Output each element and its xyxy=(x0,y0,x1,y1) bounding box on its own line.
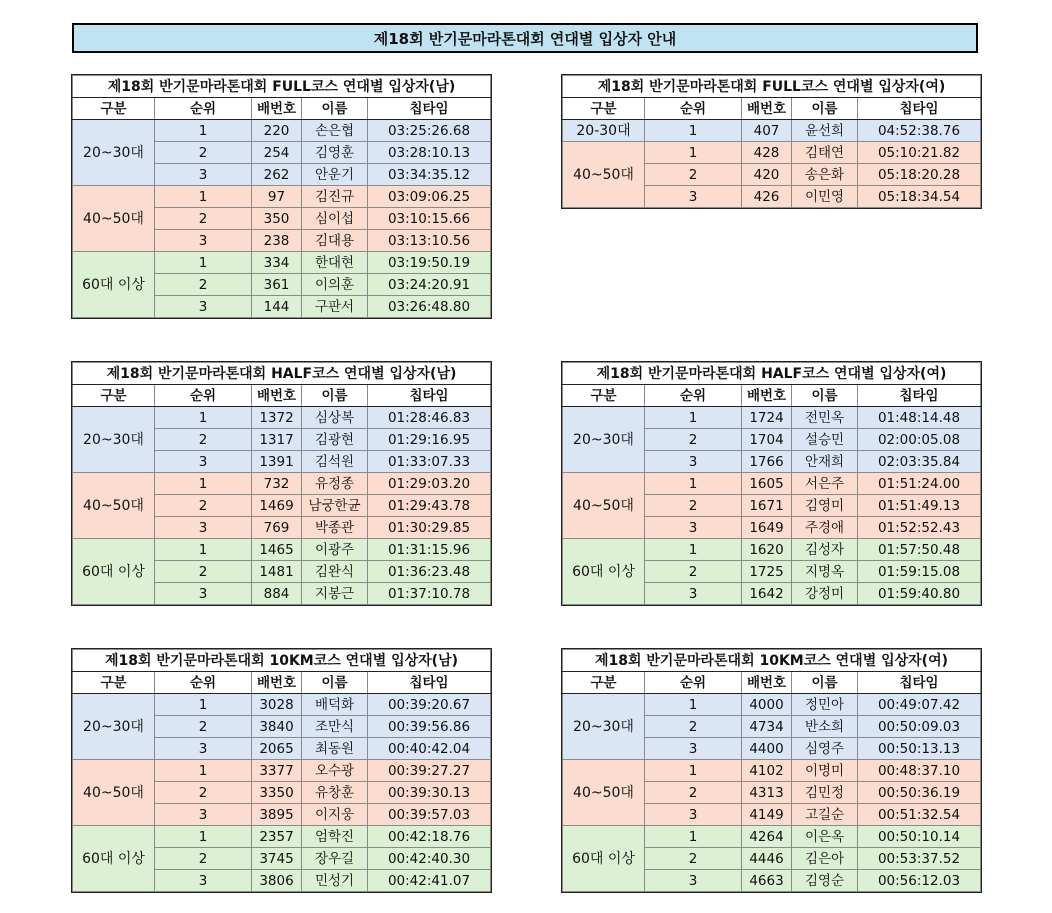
name-cell: 반소희 xyxy=(792,716,858,738)
chiptime-cell: 00:48:37.10 xyxy=(858,760,981,782)
bib-cell: 1725 xyxy=(742,561,792,583)
name-cell: 오수광 xyxy=(302,760,368,782)
header-name: 이름 xyxy=(302,98,368,120)
name-cell: 조만식 xyxy=(302,716,368,738)
bib-cell: 254 xyxy=(252,142,302,164)
table-caption: 제18회 반기문마라톤대회 HALF코스 연대별 입상자(남) xyxy=(73,363,491,385)
name-cell: 유창훈 xyxy=(302,782,368,804)
bib-cell: 3806 xyxy=(252,870,302,892)
name-cell: 김대용 xyxy=(302,230,368,252)
name-cell: 김성자 xyxy=(792,539,858,561)
rank-cell: 2 xyxy=(155,782,252,804)
name-cell: 유정종 xyxy=(302,473,368,495)
age-group-label: 40~50대 xyxy=(563,760,645,826)
bib-cell: 4734 xyxy=(742,716,792,738)
chiptime-cell: 01:30:29.85 xyxy=(368,517,491,539)
table-row xyxy=(73,539,491,561)
table-caption: 제18회 반기문마라톤대회 FULL코스 연대별 입상자(남) xyxy=(73,76,491,98)
chiptime-cell: 00:39:27.27 xyxy=(368,760,491,782)
bib-cell: 1465 xyxy=(252,539,302,561)
chiptime-cell: 01:59:40.80 xyxy=(858,583,981,605)
bib-cell: 1317 xyxy=(252,429,302,451)
rank-cell: 2 xyxy=(155,208,252,230)
name-cell: 서은주 xyxy=(792,473,858,495)
bib-cell: 97 xyxy=(252,186,302,208)
table-row xyxy=(563,473,981,495)
rank-cell: 1 xyxy=(155,826,252,848)
table-row xyxy=(563,694,981,716)
name-cell: 강정미 xyxy=(792,583,858,605)
rank-cell: 3 xyxy=(645,517,742,539)
header-bib: 배번호 xyxy=(252,672,302,694)
name-cell: 정민아 xyxy=(792,694,858,716)
bib-cell: 1671 xyxy=(742,495,792,517)
rank-cell: 2 xyxy=(645,716,742,738)
10km-men-table xyxy=(72,649,491,892)
chiptime-cell: 00:49:07.42 xyxy=(858,694,981,716)
name-cell: 설승민 xyxy=(792,429,858,451)
chiptime-cell: 00:39:57.03 xyxy=(368,804,491,826)
chiptime-cell: 00:50:10.14 xyxy=(858,826,981,848)
bib-cell: 262 xyxy=(252,164,302,186)
bib-cell: 4663 xyxy=(742,870,792,892)
rank-cell: 2 xyxy=(155,561,252,583)
rank-cell: 3 xyxy=(155,230,252,252)
chiptime-cell: 03:34:35.12 xyxy=(368,164,491,186)
chiptime-cell: 01:51:49.13 xyxy=(858,495,981,517)
chiptime-cell: 01:57:50.48 xyxy=(858,539,981,561)
bib-cell: 769 xyxy=(252,517,302,539)
name-cell: 배덕화 xyxy=(302,694,368,716)
chiptime-cell: 00:39:56.86 xyxy=(368,716,491,738)
bib-cell: 1469 xyxy=(252,495,302,517)
table-row xyxy=(73,407,491,429)
table-row xyxy=(73,760,491,782)
bib-cell: 420 xyxy=(742,164,792,186)
rank-cell: 2 xyxy=(645,495,742,517)
header-rank: 순위 xyxy=(645,98,742,120)
chiptime-cell: 00:42:41.07 xyxy=(368,870,491,892)
age-group-label: 60대 이상 xyxy=(563,539,645,605)
bib-cell: 1649 xyxy=(742,517,792,539)
name-cell: 윤선희 xyxy=(792,120,858,142)
rank-cell: 2 xyxy=(155,848,252,870)
name-cell: 김은아 xyxy=(792,848,858,870)
chiptime-cell: 01:52:52.43 xyxy=(858,517,981,539)
bib-cell: 428 xyxy=(742,142,792,164)
bib-cell: 1605 xyxy=(742,473,792,495)
name-cell: 이지웅 xyxy=(302,804,368,826)
table-row xyxy=(73,186,491,208)
age-group-label: 20-30대 xyxy=(563,120,645,142)
age-group-label: 40~50대 xyxy=(73,186,155,252)
name-cell: 김진규 xyxy=(302,186,368,208)
rank-cell: 1 xyxy=(155,539,252,561)
rank-cell: 2 xyxy=(645,848,742,870)
rank-cell: 2 xyxy=(645,782,742,804)
chiptime-cell: 04:52:38.76 xyxy=(858,120,981,142)
rank-cell: 3 xyxy=(155,870,252,892)
page-title: 제18회 반기문마라톤대회 연대별 입상자 안내 xyxy=(72,23,978,53)
bib-cell: 1704 xyxy=(742,429,792,451)
name-cell: 심상복 xyxy=(302,407,368,429)
bib-cell: 1724 xyxy=(742,407,792,429)
rank-cell: 3 xyxy=(155,738,252,760)
bib-cell: 3350 xyxy=(252,782,302,804)
bib-cell: 1620 xyxy=(742,539,792,561)
name-cell: 김완식 xyxy=(302,561,368,583)
chiptime-cell: 01:29:43.78 xyxy=(368,495,491,517)
chiptime-cell: 03:25:26.68 xyxy=(368,120,491,142)
bib-cell: 4149 xyxy=(742,804,792,826)
chiptime-cell: 01:33:07.33 xyxy=(368,451,491,473)
rank-cell: 3 xyxy=(155,517,252,539)
bib-cell: 732 xyxy=(252,473,302,495)
chiptime-cell: 02:03:35.84 xyxy=(858,451,981,473)
half-men-table xyxy=(72,362,491,605)
rank-cell: 1 xyxy=(155,760,252,782)
name-cell: 안재희 xyxy=(792,451,858,473)
header-rank: 순위 xyxy=(645,385,742,407)
bib-cell: 884 xyxy=(252,583,302,605)
bib-cell: 3028 xyxy=(252,694,302,716)
table-row xyxy=(563,407,981,429)
rank-cell: 3 xyxy=(645,583,742,605)
bib-cell: 1391 xyxy=(252,451,302,473)
table-caption: 제18회 반기문마라톤대회 10KM코스 연대별 입상자(여) xyxy=(563,650,981,672)
rank-cell: 1 xyxy=(645,142,742,164)
chiptime-cell: 00:40:42.04 xyxy=(368,738,491,760)
chiptime-cell: 00:50:09.03 xyxy=(858,716,981,738)
name-cell: 지봉근 xyxy=(302,583,368,605)
chiptime-cell: 01:28:46.83 xyxy=(368,407,491,429)
name-cell: 박종관 xyxy=(302,517,368,539)
age-group-label: 60대 이상 xyxy=(73,826,155,892)
bib-cell: 4264 xyxy=(742,826,792,848)
header-group: 구분 xyxy=(563,672,645,694)
name-cell: 김태연 xyxy=(792,142,858,164)
name-cell: 남궁한균 xyxy=(302,495,368,517)
header-bib: 배번호 xyxy=(252,98,302,120)
name-cell: 심이섭 xyxy=(302,208,368,230)
table-row xyxy=(73,826,491,848)
age-group-label: 60대 이상 xyxy=(73,539,155,605)
header-chiptime: 칩타임 xyxy=(858,98,981,120)
chiptime-cell: 01:37:10.78 xyxy=(368,583,491,605)
rank-cell: 1 xyxy=(645,539,742,561)
table-row xyxy=(73,473,491,495)
chiptime-cell: 00:42:18.76 xyxy=(368,826,491,848)
table-row xyxy=(73,694,491,716)
name-cell: 장우길 xyxy=(302,848,368,870)
header-group: 구분 xyxy=(73,385,155,407)
name-cell: 안운기 xyxy=(302,164,368,186)
age-group-label: 20~30대 xyxy=(73,407,155,473)
bib-cell: 361 xyxy=(252,274,302,296)
rank-cell: 2 xyxy=(155,274,252,296)
name-cell: 한대현 xyxy=(302,252,368,274)
rank-cell: 2 xyxy=(155,495,252,517)
chiptime-cell: 01:36:23.48 xyxy=(368,561,491,583)
table-row xyxy=(563,760,981,782)
header-rank: 순위 xyxy=(155,385,252,407)
rank-cell: 1 xyxy=(645,694,742,716)
bib-cell: 4446 xyxy=(742,848,792,870)
header-group: 구분 xyxy=(73,98,155,120)
bib-cell: 426 xyxy=(742,186,792,208)
table-row xyxy=(73,120,491,142)
rank-cell: 3 xyxy=(645,804,742,826)
table-row xyxy=(73,252,491,274)
chiptime-cell: 01:48:14.48 xyxy=(858,407,981,429)
table-row xyxy=(563,826,981,848)
bib-cell: 2357 xyxy=(252,826,302,848)
name-cell: 엄학진 xyxy=(302,826,368,848)
rank-cell: 2 xyxy=(645,164,742,186)
age-group-label: 40~50대 xyxy=(563,142,645,208)
chiptime-cell: 00:39:30.13 xyxy=(368,782,491,804)
full-men-table xyxy=(72,75,491,318)
bib-cell: 350 xyxy=(252,208,302,230)
rank-cell: 1 xyxy=(645,826,742,848)
name-cell: 손은협 xyxy=(302,120,368,142)
chiptime-cell: 00:53:37.52 xyxy=(858,848,981,870)
header-name: 이름 xyxy=(792,98,858,120)
age-group-label: 20~30대 xyxy=(73,120,155,186)
name-cell: 심영주 xyxy=(792,738,858,760)
bib-cell: 4400 xyxy=(742,738,792,760)
rank-cell: 1 xyxy=(155,120,252,142)
bib-cell: 407 xyxy=(742,120,792,142)
chiptime-cell: 01:29:03.20 xyxy=(368,473,491,495)
chiptime-cell: 00:51:32.54 xyxy=(858,804,981,826)
chiptime-cell: 01:59:15.08 xyxy=(858,561,981,583)
age-group-label: 40~50대 xyxy=(563,473,645,539)
chiptime-cell: 03:24:20.91 xyxy=(368,274,491,296)
bib-cell: 4313 xyxy=(742,782,792,804)
chiptime-cell: 03:10:15.66 xyxy=(368,208,491,230)
rank-cell: 3 xyxy=(645,738,742,760)
header-rank: 순위 xyxy=(155,672,252,694)
chiptime-cell: 00:50:36.19 xyxy=(858,782,981,804)
rank-cell: 3 xyxy=(155,804,252,826)
rank-cell: 1 xyxy=(155,252,252,274)
header-name: 이름 xyxy=(792,672,858,694)
rank-cell: 2 xyxy=(155,142,252,164)
name-cell: 김석원 xyxy=(302,451,368,473)
header-name: 이름 xyxy=(792,385,858,407)
header-chiptime: 칩타임 xyxy=(368,672,491,694)
rank-cell: 1 xyxy=(155,186,252,208)
name-cell: 김민정 xyxy=(792,782,858,804)
chiptime-cell: 03:28:10.13 xyxy=(368,142,491,164)
chiptime-cell: 03:26:48.80 xyxy=(368,296,491,318)
bib-cell: 4102 xyxy=(742,760,792,782)
name-cell: 송은화 xyxy=(792,164,858,186)
rank-cell: 2 xyxy=(645,429,742,451)
bib-cell: 3895 xyxy=(252,804,302,826)
name-cell: 이명미 xyxy=(792,760,858,782)
table-row xyxy=(563,539,981,561)
header-name: 이름 xyxy=(302,672,368,694)
age-group-label: 20~30대 xyxy=(563,407,645,473)
age-group-label: 60대 이상 xyxy=(73,252,155,318)
name-cell: 이은옥 xyxy=(792,826,858,848)
chiptime-cell: 01:29:16.95 xyxy=(368,429,491,451)
chiptime-cell: 00:39:20.67 xyxy=(368,694,491,716)
header-rank: 순위 xyxy=(155,98,252,120)
header-chiptime: 칩타임 xyxy=(368,385,491,407)
header-group: 구분 xyxy=(563,385,645,407)
header-chiptime: 칩타임 xyxy=(858,672,981,694)
age-group-label: 60대 이상 xyxy=(563,826,645,892)
rank-cell: 1 xyxy=(155,694,252,716)
chiptime-cell: 00:50:13.13 xyxy=(858,738,981,760)
bib-cell: 1642 xyxy=(742,583,792,605)
rank-cell: 1 xyxy=(155,407,252,429)
rank-cell: 3 xyxy=(155,164,252,186)
name-cell: 주경애 xyxy=(792,517,858,539)
name-cell: 전민옥 xyxy=(792,407,858,429)
chiptime-cell: 01:31:15.96 xyxy=(368,539,491,561)
rank-cell: 1 xyxy=(645,760,742,782)
full-women-table xyxy=(562,75,981,208)
header-group: 구분 xyxy=(73,672,155,694)
header-name: 이름 xyxy=(302,385,368,407)
table-row xyxy=(563,142,981,164)
name-cell: 지명옥 xyxy=(792,561,858,583)
chiptime-cell: 03:09:06.25 xyxy=(368,186,491,208)
header-bib: 배번호 xyxy=(742,385,792,407)
bib-cell: 2065 xyxy=(252,738,302,760)
bib-cell: 3377 xyxy=(252,760,302,782)
chiptime-cell: 05:10:21.82 xyxy=(858,142,981,164)
rank-cell: 1 xyxy=(645,120,742,142)
bib-cell: 220 xyxy=(252,120,302,142)
age-group-label: 20~30대 xyxy=(73,694,155,760)
rank-cell: 3 xyxy=(645,870,742,892)
rank-cell: 2 xyxy=(155,716,252,738)
chiptime-cell: 01:51:24.00 xyxy=(858,473,981,495)
header-bib: 배번호 xyxy=(742,98,792,120)
rank-cell: 3 xyxy=(155,296,252,318)
chiptime-cell: 02:00:05.08 xyxy=(858,429,981,451)
header-chiptime: 칩타임 xyxy=(368,98,491,120)
table-caption: 제18회 반기문마라톤대회 10KM코스 연대별 입상자(남) xyxy=(73,650,491,672)
table-caption: 제18회 반기문마라톤대회 FULL코스 연대별 입상자(여) xyxy=(563,76,981,98)
header-bib: 배번호 xyxy=(252,385,302,407)
rank-cell: 3 xyxy=(645,186,742,208)
rank-cell: 2 xyxy=(645,561,742,583)
bib-cell: 334 xyxy=(252,252,302,274)
rank-cell: 1 xyxy=(645,407,742,429)
rank-cell: 1 xyxy=(645,473,742,495)
name-cell: 김영훈 xyxy=(302,142,368,164)
rank-cell: 2 xyxy=(155,429,252,451)
half-women-table xyxy=(562,362,981,605)
name-cell: 최동원 xyxy=(302,738,368,760)
bib-cell: 3840 xyxy=(252,716,302,738)
age-group-label: 40~50대 xyxy=(73,473,155,539)
name-cell: 구판서 xyxy=(302,296,368,318)
header-group: 구분 xyxy=(563,98,645,120)
name-cell: 이민영 xyxy=(792,186,858,208)
rank-cell: 3 xyxy=(645,451,742,473)
rank-cell: 3 xyxy=(155,451,252,473)
name-cell: 이의훈 xyxy=(302,274,368,296)
name-cell: 민성기 xyxy=(302,870,368,892)
table-caption: 제18회 반기문마라톤대회 HALF코스 연대별 입상자(여) xyxy=(563,363,981,385)
bib-cell: 238 xyxy=(252,230,302,252)
chiptime-cell: 05:18:34.54 xyxy=(858,186,981,208)
name-cell: 김광현 xyxy=(302,429,368,451)
name-cell: 김영미 xyxy=(792,495,858,517)
header-chiptime: 칩타임 xyxy=(858,385,981,407)
10km-women-table xyxy=(562,649,981,892)
header-bib: 배번호 xyxy=(742,672,792,694)
name-cell: 이광주 xyxy=(302,539,368,561)
bib-cell: 1372 xyxy=(252,407,302,429)
chiptime-cell: 00:56:12.03 xyxy=(858,870,981,892)
bib-cell: 144 xyxy=(252,296,302,318)
chiptime-cell: 03:19:50.19 xyxy=(368,252,491,274)
rank-cell: 3 xyxy=(155,583,252,605)
age-group-label: 40~50대 xyxy=(73,760,155,826)
name-cell: 김영순 xyxy=(792,870,858,892)
bib-cell: 3745 xyxy=(252,848,302,870)
chiptime-cell: 03:13:10.56 xyxy=(368,230,491,252)
chiptime-cell: 00:42:40.30 xyxy=(368,848,491,870)
header-rank: 순위 xyxy=(645,672,742,694)
bib-cell: 1766 xyxy=(742,451,792,473)
chiptime-cell: 05:18:20.28 xyxy=(858,164,981,186)
bib-cell: 4000 xyxy=(742,694,792,716)
rank-cell: 1 xyxy=(155,473,252,495)
name-cell: 고길순 xyxy=(792,804,858,826)
table-row xyxy=(563,120,981,142)
age-group-label: 20~30대 xyxy=(563,694,645,760)
bib-cell: 1481 xyxy=(252,561,302,583)
